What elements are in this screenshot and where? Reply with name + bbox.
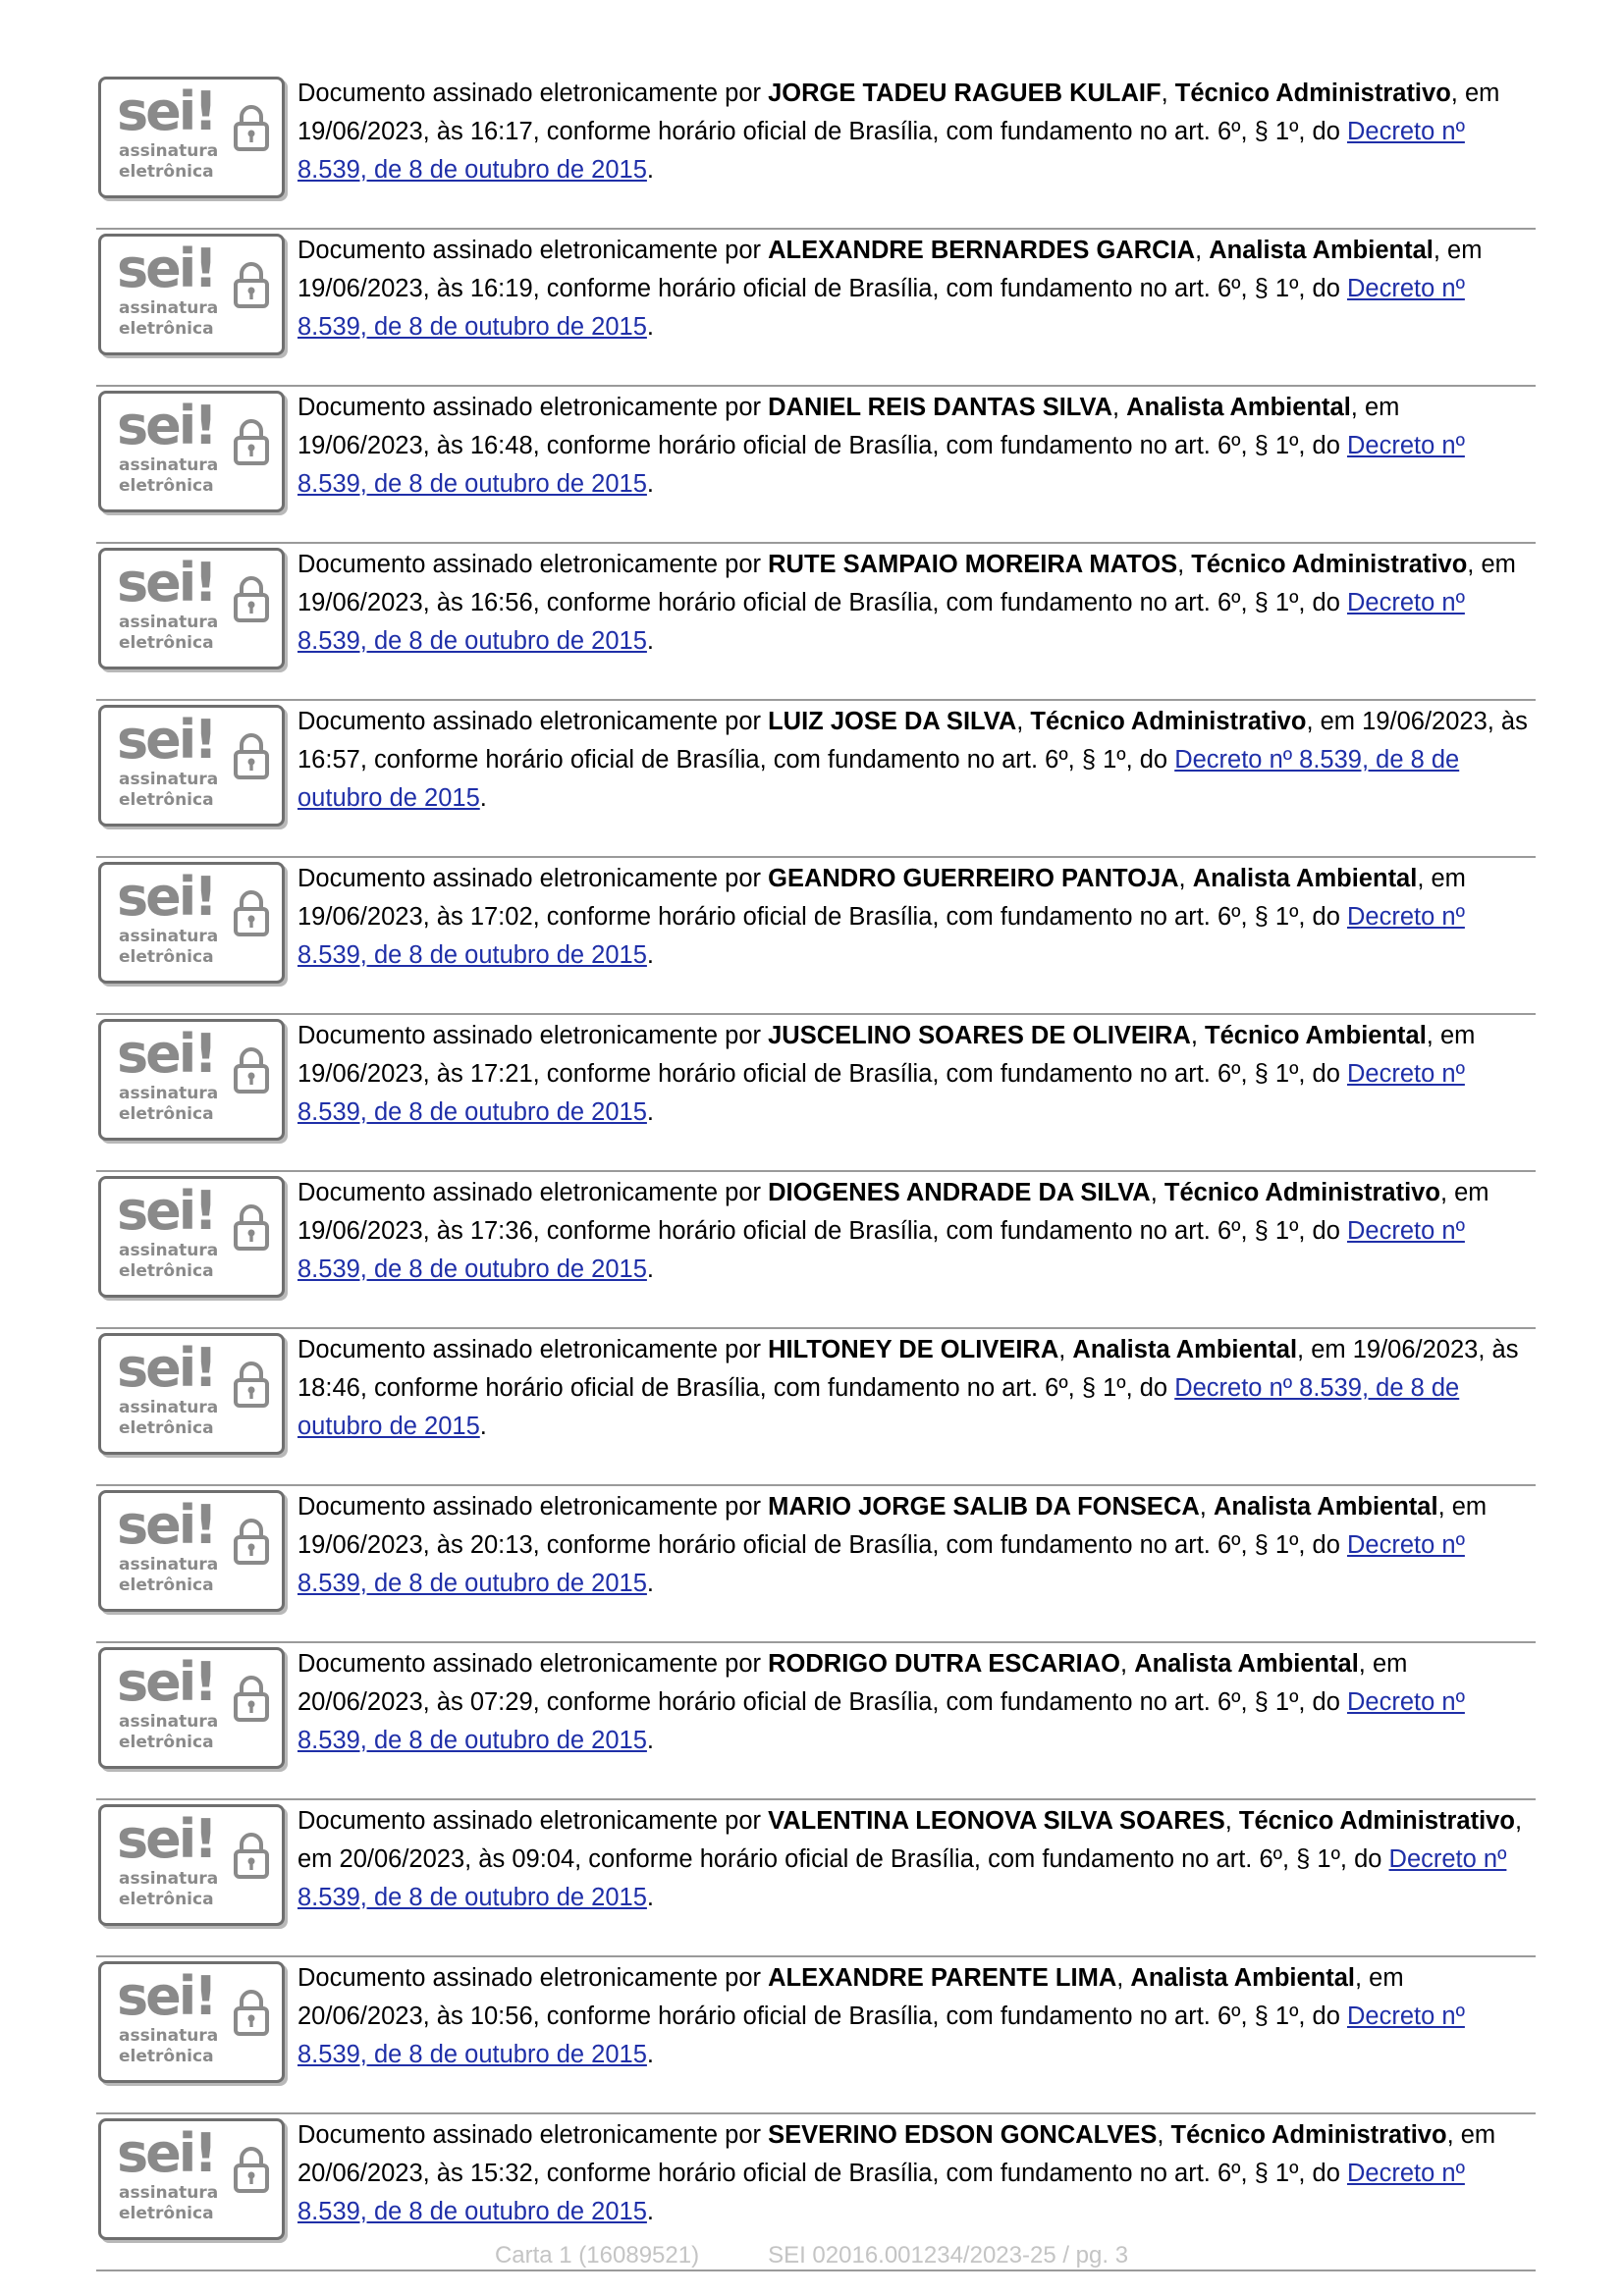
- sei-signature-seal: [98, 1647, 285, 1769]
- signature-time: 10:56: [469, 2002, 533, 2030]
- padlock-icon: [233, 1202, 270, 1252]
- signer-name: DIOGENES ANDRADE DA SILVA: [768, 1179, 1151, 1206]
- signature-date: 20/06/2023: [339, 1845, 465, 1873]
- sei-signature-seal: [98, 234, 285, 355]
- seal-caption-line2: eletrônica: [119, 162, 214, 182]
- statement-prefix: Documento assinado eletronicamente por: [298, 1336, 769, 1363]
- signer-role: Técnico Administrativo: [1170, 2121, 1447, 2149]
- signature-date: 20/06/2023: [298, 1688, 423, 1716]
- signature-entry: [96, 858, 1536, 1015]
- signer-name: HILTONEY DE OLIVEIRA: [768, 1336, 1059, 1363]
- signature-statement: Documento assinado eletronicamente por VALENTINA LEONOVA SILVA SOARES, Técnico Administrativo, em 20/06/2023, às 09:04, conforme horário oficial de Brasília, com fundamento no art. 6º, § 1º, do Decreto nº 8.539, de 8 de outubro de 2015.: [298, 1807, 1523, 1911]
- seal-caption: [119, 1084, 218, 1125]
- signature-time: 15:32: [469, 2160, 533, 2187]
- statement-prefix: Documento assinado eletronicamente por: [298, 1964, 769, 1992]
- signature-statement: Documento assinado eletronicamente por RUTE SAMPAIO MOREIRA MATOS, Técnico Administrativo, em 19/06/2023, às 16:56, conforme horário oficial de Brasília, com fundamento no art. 6º, § 1º, do Decreto nº 8.539, de 8 de outubro de 2015.: [298, 551, 1516, 655]
- signature-statement: Documento assinado eletronicamente por DIOGENES ANDRADE DA SILVA, Técnico Administrativo, em 19/06/2023, às 17:36, conforme horário oficial de Brasília, com fundamento no art. 6º, § 1º, do Decreto nº 8.539, de 8 de outubro de 2015.: [298, 1179, 1489, 1283]
- statement-prefix: Documento assinado eletronicamente por: [298, 1807, 769, 1835]
- seal-caption: [119, 770, 218, 811]
- seal-caption-line1: assinatura: [119, 1241, 219, 1260]
- seal-caption-line1: assinatura: [119, 1555, 219, 1575]
- sei-signature-seal: [98, 77, 285, 198]
- signature-time: 18:46: [298, 1374, 360, 1402]
- signature-time: 17:02: [469, 903, 533, 931]
- signer-name: MARIO JORGE SALIB DA FONSECA: [768, 1493, 1200, 1521]
- signer-name: LUIZ JOSE DA SILVA: [768, 708, 1017, 735]
- statement-prefix: Documento assinado eletronicamente por: [298, 2121, 769, 2149]
- signature-entry: [96, 1015, 1536, 1172]
- seal-caption: [119, 141, 218, 183]
- seal-caption-line1: assinatura: [119, 455, 219, 475]
- signer-name: GEANDRO GUERREIRO PANTOJA: [768, 865, 1179, 892]
- signature-entry: [96, 1329, 1536, 1486]
- seal-caption: [119, 1869, 218, 1910]
- seal-caption-line1: assinatura: [119, 613, 219, 632]
- statement-prefix: Documento assinado eletronicamente por: [298, 1493, 769, 1521]
- decree-link[interactable]: Decreto nº 8.539, de 8 de outubro de 2015: [298, 2002, 1465, 2068]
- seal-word: sei!: [117, 395, 215, 456]
- signature-date: 19/06/2023: [298, 1060, 423, 1088]
- seal-word: sei!: [117, 1023, 215, 1085]
- seal-caption-line1: assinatura: [119, 2183, 219, 2203]
- seal-caption-line1: assinatura: [119, 2026, 219, 2046]
- seal-word: sei!: [117, 1337, 215, 1399]
- signature-date: 19/06/2023: [298, 589, 423, 616]
- signer-name: RODRIGO DUTRA ESCARIAO: [768, 1650, 1121, 1678]
- signature-date: 19/06/2023: [298, 118, 423, 145]
- decree-link[interactable]: Decreto nº 8.539, de 8 de outubro de 2015: [298, 1060, 1465, 1126]
- signer-role: Analista Ambiental: [1126, 394, 1351, 421]
- decree-link[interactable]: Decreto nº 8.539, de 8 de outubro de 2015: [298, 1374, 1460, 1440]
- seal-word: sei!: [117, 2122, 215, 2184]
- seal-caption-line2: eletrônica: [119, 319, 214, 339]
- decree-link[interactable]: Decreto nº 8.539, de 8 de outubro de 2015: [298, 746, 1460, 812]
- signer-name: ALEXANDRE PARENTE LIMA: [768, 1964, 1117, 1992]
- padlock-icon: [233, 260, 270, 309]
- signer-role: Técnico Ambiental: [1205, 1022, 1427, 1049]
- seal-caption: [119, 927, 218, 968]
- decree-link[interactable]: Decreto nº 8.539, de 8 de outubro de 2015: [298, 432, 1465, 498]
- signer-name: DANIEL REIS DANTAS SILVA: [768, 394, 1112, 421]
- signature-statement: Documento assinado eletronicamente por HILTONEY DE OLIVEIRA, Analista Ambiental, em 19/06/2023, às 18:46, conforme horário oficial de Brasília, com fundamento no art. 6º, § 1º, do Decreto nº 8.539, de 8 de outubro de 2015.: [298, 1336, 1519, 1440]
- seal-caption-line2: eletrônica: [119, 790, 214, 810]
- signature-time: 07:29: [469, 1688, 533, 1716]
- signer-role: Analista Ambiental: [1209, 237, 1434, 264]
- signer-name: SEVERINO EDSON GONCALVES: [768, 2121, 1158, 2149]
- padlock-icon: [233, 1831, 270, 1880]
- seal-caption-line2: eletrônica: [119, 1890, 214, 1909]
- padlock-icon: [233, 574, 270, 623]
- sei-signature-seal: [98, 1333, 285, 1455]
- signer-role: Técnico Administrativo: [1030, 708, 1307, 735]
- signature-time: 16:56: [469, 589, 533, 616]
- seal-caption: [119, 455, 218, 497]
- signer-role: Analista Ambiental: [1192, 865, 1418, 892]
- seal-caption-line1: assinatura: [119, 141, 219, 161]
- signature-time: 17:36: [469, 1217, 533, 1245]
- signature-time: 16:17: [469, 118, 533, 145]
- seal-caption: [119, 1555, 218, 1596]
- seal-caption-line2: eletrônica: [119, 947, 214, 967]
- seal-caption-line2: eletrônica: [119, 633, 214, 653]
- seal-caption-line2: eletrônica: [119, 2204, 214, 2223]
- signer-role: Analista Ambiental: [1134, 1650, 1359, 1678]
- signature-statement: Documento assinado eletronicamente por LUIZ JOSE DA SILVA, Técnico Administrativo, em 19/06/2023, às 16:57, conforme horário oficial de Brasília, com fundamento no art. 6º, § 1º, do Decreto nº 8.539, de 8 de outubro de 2015.: [298, 708, 1528, 812]
- padlock-icon: [233, 417, 270, 466]
- signer-role: Analista Ambiental: [1213, 1493, 1438, 1521]
- seal-word: sei!: [117, 1180, 215, 1242]
- signature-statement: Documento assinado eletronicamente por SEVERINO EDSON GONCALVES, Técnico Administrativo, em 20/06/2023, às 15:32, conforme horário oficial de Brasília, com fundamento no art. 6º, § 1º, do Decreto nº 8.539, de 8 de outubro de 2015.: [298, 2121, 1496, 2225]
- seal-word: sei!: [117, 1494, 215, 1556]
- signature-date: 20/06/2023: [298, 2002, 423, 2030]
- statement-prefix: Documento assinado eletronicamente por: [298, 1022, 769, 1049]
- signature-time: 16:48: [469, 432, 533, 459]
- signature-list: [96, 73, 1536, 2225]
- statement-prefix: Documento assinado eletronicamente por: [298, 237, 769, 264]
- signature-time: 16:57: [298, 746, 360, 774]
- seal-caption: [119, 2183, 218, 2224]
- sei-signature-seal: [98, 1490, 285, 1612]
- sei-signature-seal: [98, 862, 285, 984]
- signer-role: Técnico Administrativo: [1174, 80, 1451, 107]
- sei-signature-seal: [98, 2118, 285, 2240]
- signature-time: 09:04: [512, 1845, 575, 1873]
- decree-link[interactable]: Decreto nº 8.539, de 8 de outubro de 2015: [298, 275, 1465, 341]
- statement-prefix: Documento assinado eletronicamente por: [298, 1179, 769, 1206]
- seal-caption-line1: assinatura: [119, 1084, 219, 1103]
- signature-entry: [96, 1643, 1536, 1800]
- seal-caption-line2: eletrônica: [119, 2047, 214, 2066]
- seal-word: sei!: [117, 80, 215, 142]
- sei-signature-seal: [98, 391, 285, 512]
- padlock-icon: [233, 1517, 270, 1566]
- seal-word: sei!: [117, 709, 215, 771]
- seal-word: sei!: [117, 1965, 215, 2027]
- seal-caption-line2: eletrônica: [119, 1733, 214, 1752]
- padlock-icon: [233, 1045, 270, 1095]
- signature-date: 19/06/2023: [298, 1531, 423, 1559]
- footer-process-page: SEI 02016.001234/2023-25 / pg. 3: [768, 2242, 1129, 2269]
- signer-name: ALEXANDRE BERNARDES GARCIA: [768, 237, 1196, 264]
- decree-link[interactable]: Decreto nº 8.539, de 8 de outubro de 2015: [298, 1688, 1465, 1754]
- seal-caption-line2: eletrônica: [119, 1418, 214, 1438]
- seal-caption-line1: assinatura: [119, 298, 219, 318]
- decree-link[interactable]: Decreto nº 8.539, de 8 de outubro de 2015: [298, 1845, 1507, 1911]
- signer-name: JUSCELINO SOARES DE OLIVEIRA: [768, 1022, 1191, 1049]
- decree-link[interactable]: Decreto nº 8.539, de 8 de outubro de 2015: [298, 903, 1465, 969]
- seal-caption-line2: eletrônica: [119, 1104, 214, 1124]
- signature-entry: [96, 1486, 1536, 1643]
- statement-prefix: Documento assinado eletronicamente por: [298, 865, 769, 892]
- padlock-icon: [233, 1674, 270, 1723]
- footer-document-label: Carta 1 (16089521): [494, 2242, 700, 2269]
- signer-role: Analista Ambiental: [1072, 1336, 1298, 1363]
- seal-caption-line1: assinatura: [119, 770, 219, 789]
- signature-entry: [96, 387, 1536, 544]
- decree-link[interactable]: Decreto nº 8.539, de 8 de outubro de 2015: [298, 1531, 1465, 1597]
- padlock-icon: [233, 731, 270, 780]
- seal-caption: [119, 1241, 218, 1282]
- signature-statement: Documento assinado eletronicamente por JUSCELINO SOARES DE OLIVEIRA, Técnico Ambiental, em 19/06/2023, às 17:21, conforme horário oficial de Brasília, com fundamento no art. 6º, § 1º, do Decreto nº 8.539, de 8 de outubro de 2015.: [298, 1022, 1476, 1126]
- signature-statement: Documento assinado eletronicamente por MARIO JORGE SALIB DA FONSECA, Analista Ambiental, em 19/06/2023, às 20:13, conforme horário oficial de Brasília, com fundamento no art. 6º, § 1º, do Decreto nº 8.539, de 8 de outubro de 2015.: [298, 1493, 1488, 1597]
- signature-entry: [96, 230, 1536, 387]
- signature-date: 19/06/2023: [298, 432, 423, 459]
- signature-statement: Documento assinado eletronicamente por JORGE TADEU RAGUEB KULAIF, Técnico Administrativo, em 19/06/2023, às 16:17, conforme horário oficial de Brasília, com fundamento no art. 6º, § 1º, do Decreto nº 8.539, de 8 de outubro de 2015.: [298, 80, 1500, 184]
- seal-caption-line2: eletrônica: [119, 1261, 214, 1281]
- signer-role: Técnico Administrativo: [1191, 551, 1468, 578]
- seal-caption: [119, 1398, 218, 1439]
- seal-caption: [119, 1712, 218, 1753]
- signature-entry: [96, 544, 1536, 701]
- signature-date: 19/06/2023: [298, 903, 423, 931]
- signature-entry: [96, 73, 1536, 230]
- signer-role: Técnico Administrativo: [1163, 1179, 1440, 1206]
- statement-prefix: Documento assinado eletronicamente por: [298, 708, 769, 735]
- signature-time: 16:19: [469, 275, 533, 302]
- signature-statement: Documento assinado eletronicamente por ALEXANDRE BERNARDES GARCIA, Analista Ambiental, em 19/06/2023, às 16:19, conforme horário oficial de Brasília, com fundamento no art. 6º, § 1º, do Decreto nº 8.539, de 8 de outubro de 2015.: [298, 237, 1483, 341]
- signer-name: VALENTINA LEONOVA SILVA SOARES: [768, 1807, 1225, 1835]
- decree-link[interactable]: Decreto nº 8.539, de 8 de outubro de 2015: [298, 1217, 1465, 1283]
- signer-role: Técnico Administrativo: [1238, 1807, 1515, 1835]
- sei-signature-seal: [98, 1019, 285, 1141]
- signature-entry: [96, 1957, 1536, 2114]
- seal-caption: [119, 2026, 218, 2067]
- sei-signature-seal: [98, 1961, 285, 2083]
- seal-word: sei!: [117, 1651, 215, 1713]
- seal-word: sei!: [117, 552, 215, 614]
- statement-prefix: Documento assinado eletronicamente por: [298, 394, 769, 421]
- seal-caption-line2: eletrônica: [119, 476, 214, 496]
- signature-statement: Documento assinado eletronicamente por DANIEL REIS DANTAS SILVA, Analista Ambiental, em 19/06/2023, às 16:48, conforme horário oficial de Brasília, com fundamento no art. 6º, § 1º, do Decreto nº 8.539, de 8 de outubro de 2015.: [298, 394, 1465, 498]
- statement-prefix: Documento assinado eletronicamente por: [298, 80, 769, 107]
- signature-date: 19/06/2023: [298, 1217, 423, 1245]
- signature-date: 19/06/2023: [1362, 708, 1488, 735]
- signature-statement: Documento assinado eletronicamente por ALEXANDRE PARENTE LIMA, Analista Ambiental, em 20/06/2023, às 10:56, conforme horário oficial de Brasília, com fundamento no art. 6º, § 1º, do Decreto nº 8.539, de 8 de outubro de 2015.: [298, 1964, 1465, 2068]
- padlock-icon: [233, 2145, 270, 2194]
- signature-statement: Documento assinado eletronicamente por RODRIGO DUTRA ESCARIAO, Analista Ambiental, em 20/06/2023, às 07:29, conforme horário oficial de Brasília, com fundamento no art. 6º, § 1º, do Decreto nº 8.539, de 8 de outubro de 2015.: [298, 1650, 1465, 1754]
- seal-word: sei!: [117, 866, 215, 928]
- signature-date: 19/06/2023: [1352, 1336, 1479, 1363]
- signature-entry: [96, 1800, 1536, 1957]
- statement-prefix: Documento assinado eletronicamente por: [298, 551, 769, 578]
- sei-signature-seal: [98, 705, 285, 827]
- sei-signature-seal: [98, 548, 285, 669]
- signature-entry: [96, 701, 1536, 858]
- padlock-icon: [233, 888, 270, 937]
- page-footer: [0, 2242, 1623, 2269]
- signature-date: 20/06/2023: [298, 2160, 423, 2187]
- seal-caption: [119, 298, 218, 340]
- seal-caption-line1: assinatura: [119, 927, 219, 946]
- seal-caption-line2: eletrônica: [119, 1575, 214, 1595]
- decree-link[interactable]: Decreto nº 8.539, de 8 de outubro de 2015: [298, 118, 1465, 184]
- seal-caption: [119, 613, 218, 654]
- signer-name: JORGE TADEU RAGUEB KULAIF: [768, 80, 1162, 107]
- padlock-icon: [233, 1988, 270, 2037]
- signature-date: 19/06/2023: [298, 275, 423, 302]
- signature-time: 20:13: [469, 1531, 533, 1559]
- padlock-icon: [233, 1360, 270, 1409]
- signature-entry: [96, 1172, 1536, 1329]
- seal-caption-line1: assinatura: [119, 1398, 219, 1417]
- sei-signature-seal: [98, 1176, 285, 1298]
- seal-word: sei!: [117, 238, 215, 299]
- seal-word: sei!: [117, 1808, 215, 1870]
- seal-caption-line1: assinatura: [119, 1869, 219, 1889]
- signature-statement: Documento assinado eletronicamente por GEANDRO GUERREIRO PANTOJA, Analista Ambiental, em 19/06/2023, às 17:02, conforme horário oficial de Brasília, com fundamento no art. 6º, § 1º, do Decreto nº 8.539, de 8 de outubro de 2015.: [298, 865, 1466, 969]
- seal-caption-line1: assinatura: [119, 1712, 219, 1732]
- signer-name: RUTE SAMPAIO MOREIRA MATOS: [768, 551, 1178, 578]
- sei-signature-seal: [98, 1804, 285, 1926]
- decree-link[interactable]: Decreto nº 8.539, de 8 de outubro de 2015: [298, 2160, 1465, 2225]
- decree-link[interactable]: Decreto nº 8.539, de 8 de outubro de 2015: [298, 589, 1465, 655]
- statement-prefix: Documento assinado eletronicamente por: [298, 1650, 769, 1678]
- signature-time: 17:21: [469, 1060, 533, 1088]
- signer-role: Analista Ambiental: [1130, 1964, 1356, 1992]
- padlock-icon: [233, 103, 270, 152]
